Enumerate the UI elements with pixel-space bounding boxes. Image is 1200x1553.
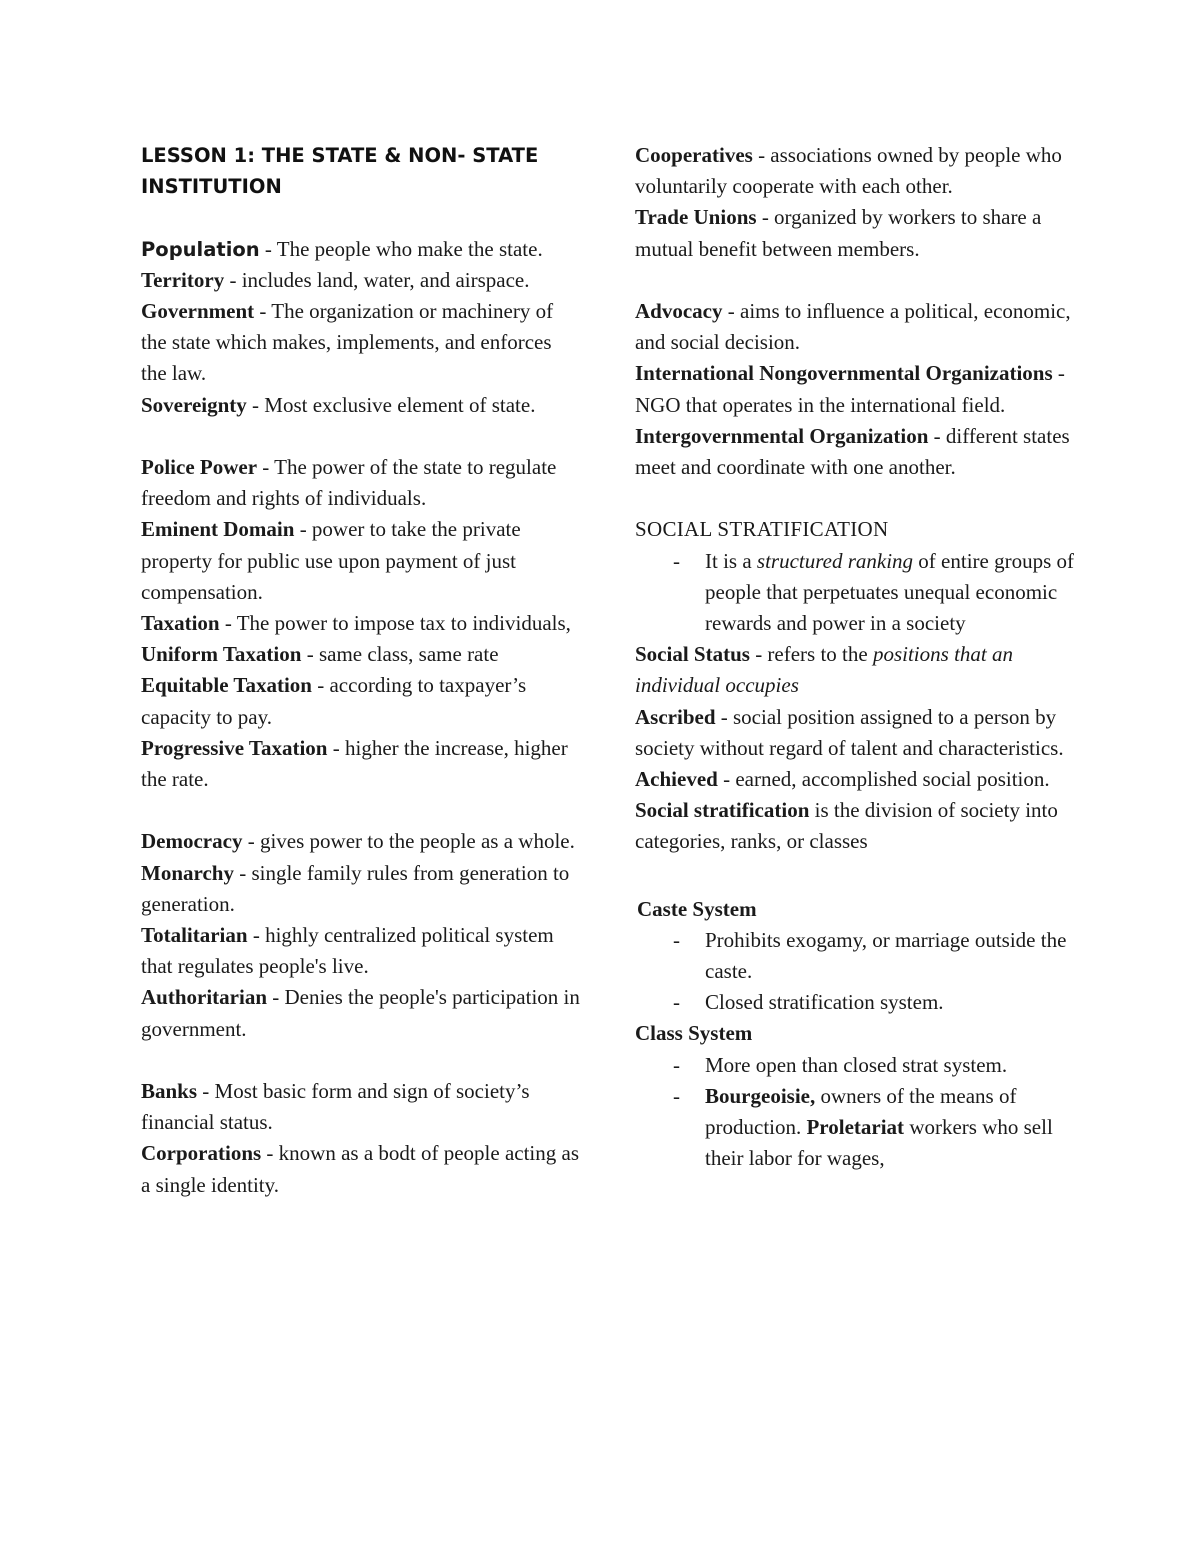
entry-government (141, 296, 581, 390)
entry-territory (141, 265, 581, 296)
definition: workers who sell their labor for wages, (705, 1115, 1053, 1171)
definition: - social position assigned to a person by society without regard of talent and characteristics. (635, 704, 1064, 760)
term: Authoritarian (141, 985, 267, 1010)
term: Advocacy (635, 299, 723, 323)
definition: - The organization or machinery of the state which makes, implements, and enforces the law. (141, 299, 554, 386)
entry-taxation (141, 608, 581, 639)
entry-ascribed (635, 702, 1085, 764)
term: Democracy (141, 829, 243, 854)
entry-uniform-taxation (141, 639, 581, 670)
entry-ingo (635, 358, 1085, 420)
section-heading-social-stratification: SOCIAL STRATIFICATION (635, 517, 889, 542)
term: Territory (141, 267, 225, 292)
list-item (705, 546, 1085, 640)
entry-sovereignty (141, 390, 581, 421)
lesson-title: LESSON 1: THE STATE & NON- STATE INSTITUTION (141, 144, 539, 199)
entry-monarchy (141, 858, 581, 920)
social-stratification-list (635, 546, 1085, 640)
definition: - The power to impose tax to individuals, (219, 611, 571, 636)
term: Population (141, 237, 260, 261)
definition: - known as a bodt of people acting as a single identity. (141, 1141, 580, 1197)
definition: - The people who make the state. (259, 236, 543, 261)
entry-eminent-domain (141, 514, 581, 608)
definition: - The power of the state to regulate freedom and rights of individuals. (141, 455, 557, 511)
definition: owners of the means of production. (705, 1083, 1017, 1140)
definition: - Denies the people's participation in government. (141, 985, 580, 1041)
entry-police-power (141, 452, 581, 514)
term: Progressive Taxation (141, 735, 328, 760)
term: Cooperatives (635, 143, 753, 167)
term: Sovereignty (141, 392, 247, 417)
term: Equitable Taxation (141, 673, 312, 698)
entry-authoritarian (141, 982, 581, 1044)
list-item (705, 1081, 1085, 1175)
definition: - highly centralized political system that regulates people's live. (141, 923, 554, 979)
entry-trade-unions (635, 202, 1085, 264)
term: Banks (141, 1079, 198, 1104)
definition: - earned, accomplished social position. (717, 767, 1050, 792)
definition: - single family rules from generation to generation. (141, 860, 570, 916)
term: Bourgeoisie, (705, 1083, 816, 1108)
term: Proletariat (806, 1115, 905, 1140)
definition: is the division of society into categories, ranks, or classes (635, 798, 1058, 854)
term: Intergovernmental Organization (635, 423, 929, 448)
list-item: - Prohibits exogamy, or marriage outside the caste. (705, 925, 1085, 987)
entry-democracy (141, 826, 581, 857)
term: Uniform Taxation (141, 642, 302, 667)
term: Eminent Domain (141, 517, 295, 542)
definition: - associations owned by people who voluntarily cooperate with each other. (635, 143, 1062, 199)
term: Social stratification (635, 798, 810, 823)
entry-corporations (141, 1138, 581, 1200)
entry-population (141, 234, 581, 265)
definition: - Most basic form and sign of society’s financial status. (141, 1079, 530, 1135)
term: International Nongovernmental Organizations (635, 361, 1053, 386)
list-item: - Closed stratification system. (705, 987, 1085, 1018)
definition: - organized by workers to share a mutual benefit between members. (635, 205, 1042, 261)
entry-equitable-taxation (141, 670, 581, 732)
emphasis: structured ranking (756, 548, 914, 573)
entry-cooperatives (635, 140, 1085, 202)
entry-banks (141, 1076, 581, 1138)
term: Government (141, 299, 255, 323)
class-system-heading: Class System (635, 1021, 753, 1046)
term: Police Power (141, 455, 258, 479)
term: Social Status (635, 642, 750, 667)
term: Totalitarian (141, 923, 248, 948)
term: Ascribed (635, 704, 716, 729)
definition: - same class, same rate (301, 642, 499, 667)
term: Achieved (635, 767, 718, 792)
entry-social-status (635, 639, 1085, 701)
text: It is a (705, 548, 757, 573)
entry-achieved (635, 764, 1085, 795)
entry-social-stratification-definition (635, 795, 1085, 857)
emphasis: positions that an individual occupies (635, 642, 1013, 698)
definition: - gives power to the people as a whole. (242, 829, 575, 854)
left-column (141, 140, 581, 1201)
text: of entire groups of people that perpetuates unequal economic rewards and power in a society (705, 548, 1075, 636)
term: Trade Unions (635, 205, 757, 230)
definition: - according to taxpayer’s capacity to pay. (141, 673, 527, 729)
definition: - Most exclusive element of state. (246, 392, 536, 417)
entry-progressive-taxation (141, 733, 581, 795)
definition: - power to take the private property for public use upon payment of just compensation. (141, 517, 521, 604)
definition: - includes land, water, and airspace. (224, 267, 530, 292)
term: Taxation (141, 611, 220, 636)
definition: - different states meet and coordinate with one another. (635, 423, 1070, 480)
right-column (635, 140, 1085, 1174)
entry-advocacy (635, 296, 1085, 358)
caste-system-list (635, 925, 1085, 1019)
definition: - higher the increase, higher the rate. (141, 735, 568, 792)
definition: - NGO that operates in the international field. (635, 361, 1065, 417)
entry-totalitarian (141, 920, 581, 982)
term: Monarchy (141, 860, 234, 885)
definition: - aims to influence a political, economic, and social decision. (635, 299, 1071, 355)
definition: - refers to the (749, 642, 873, 667)
list-item: - More open than closed strat system. (705, 1050, 1085, 1081)
class-system-list (635, 1050, 1085, 1175)
term: Corporations (141, 1141, 262, 1166)
entry-igo (635, 421, 1085, 483)
caste-system-heading: Caste System (637, 896, 757, 921)
